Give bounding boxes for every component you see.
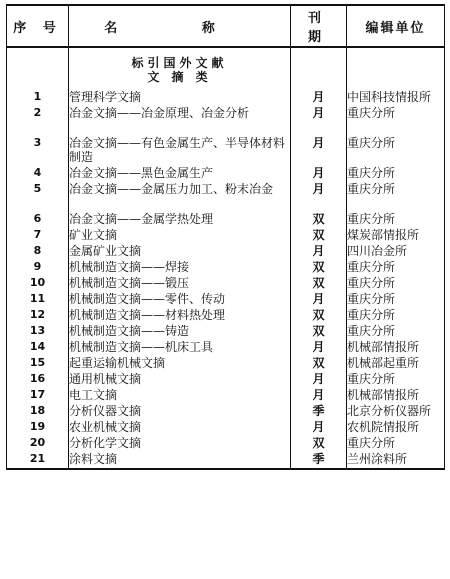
row-number: 19 [7, 420, 69, 436]
header-name: 名 称 [69, 5, 291, 47]
table-row [7, 244, 445, 260]
row-number: 14 [7, 340, 69, 356]
table-row [7, 340, 445, 356]
row-period: 月 [291, 244, 347, 260]
row-period: 月 [291, 388, 347, 404]
row-title: 起重运输机械文摘 [69, 356, 291, 372]
table-row [7, 228, 445, 244]
row-period: 季 [291, 452, 347, 469]
row-title: 涂料文摘 [69, 452, 291, 469]
table-row [7, 166, 445, 182]
row-editor: 重庆分所 [347, 166, 445, 182]
row-number: 10 [7, 276, 69, 292]
row-number: 1 [7, 90, 69, 106]
row-title: 农业机械文摘 [69, 420, 291, 436]
row-number: 20 [7, 436, 69, 452]
row-title: 分析仪器文摘 [69, 404, 291, 420]
row-period: 双 [291, 308, 347, 324]
row-editor: 重庆分所 [347, 308, 445, 324]
table-row [7, 404, 445, 420]
header-editor: 编辑单位 [347, 5, 445, 47]
table-row [7, 436, 445, 452]
row-period: 月 [291, 340, 347, 356]
row-period: 月 [291, 292, 347, 308]
row-editor: 重庆分所 [347, 136, 445, 166]
row-number: 15 [7, 356, 69, 372]
row-editor: 北京分析仪器所 [347, 404, 445, 420]
row-editor: 农机院情报所 [347, 420, 445, 436]
row-period: 月 [291, 90, 347, 106]
row-title: 矿业文摘 [69, 228, 291, 244]
row-period: 月 [291, 106, 347, 136]
row-title: 冶金文摘——金属压力加工、粉末冶金 [69, 182, 291, 212]
table-row [7, 276, 445, 292]
row-period: 月 [291, 182, 347, 212]
row-number: 9 [7, 260, 69, 276]
section-title-row [7, 47, 445, 70]
row-title: 金属矿业文摘 [69, 244, 291, 260]
row-editor: 重庆分所 [347, 292, 445, 308]
row-number: 6 [7, 212, 69, 228]
table-row [7, 324, 445, 340]
row-number: 5 [7, 182, 69, 212]
row-editor: 重庆分所 [347, 212, 445, 228]
row-editor: 煤炭部情报所 [347, 228, 445, 244]
section-title: 标引国外文献 [69, 47, 291, 70]
table-row [7, 452, 445, 469]
table-row [7, 388, 445, 404]
row-number: 16 [7, 372, 69, 388]
table-row [7, 420, 445, 436]
row-period: 月 [291, 420, 347, 436]
row-period: 季 [291, 404, 347, 420]
table-row [7, 292, 445, 308]
row-number: 4 [7, 166, 69, 182]
row-period: 月 [291, 372, 347, 388]
row-title: 机械制造文摘——材料热处理 [69, 308, 291, 324]
row-number: 8 [7, 244, 69, 260]
row-number: 12 [7, 308, 69, 324]
row-title: 机械制造文摘——铸造 [69, 324, 291, 340]
row-title: 电工文摘 [69, 388, 291, 404]
header-number: 序 号 [7, 5, 69, 47]
row-editor: 重庆分所 [347, 260, 445, 276]
row-editor: 中国科技情报所 [347, 90, 445, 106]
row-number: 18 [7, 404, 69, 420]
row-number: 17 [7, 388, 69, 404]
row-period: 双 [291, 260, 347, 276]
table-row [7, 260, 445, 276]
row-number: 3 [7, 136, 69, 166]
table-row [7, 90, 445, 106]
row-number: 21 [7, 452, 69, 469]
row-number: 13 [7, 324, 69, 340]
row-title: 管理科学文摘 [69, 90, 291, 106]
row-title: 通用机械文摘 [69, 372, 291, 388]
row-editor: 兰州涂料所 [347, 452, 445, 469]
row-period: 月 [291, 136, 347, 166]
row-title: 机械制造文摘——焊接 [69, 260, 291, 276]
row-title: 冶金文摘——黑色金属生产 [69, 166, 291, 182]
table-header-row [7, 5, 445, 47]
row-editor: 重庆分所 [347, 182, 445, 212]
periodicals-table [6, 4, 445, 470]
row-period: 双 [291, 228, 347, 244]
row-title: 机械制造文摘——机床工具 [69, 340, 291, 356]
section-subtitle: 文 摘 类 [69, 70, 291, 90]
row-editor: 机械部情报所 [347, 340, 445, 356]
row-number: 11 [7, 292, 69, 308]
section-subtitle-row [7, 70, 445, 90]
row-title: 分析化学文摘 [69, 436, 291, 452]
row-editor: 机械部起重所 [347, 356, 445, 372]
row-title: 机械制造文摘——零件、传动 [69, 292, 291, 308]
table-row [7, 106, 445, 136]
row-title: 冶金文摘——金属学热处理 [69, 212, 291, 228]
row-editor: 四川冶金所 [347, 244, 445, 260]
row-period: 双 [291, 212, 347, 228]
row-title: 机械制造文摘——锻压 [69, 276, 291, 292]
table-row [7, 356, 445, 372]
row-editor: 重庆分所 [347, 106, 445, 136]
table-row [7, 136, 445, 166]
row-period: 双 [291, 324, 347, 340]
row-editor: 重庆分所 [347, 276, 445, 292]
row-period: 双 [291, 436, 347, 452]
row-period: 双 [291, 276, 347, 292]
row-editor: 重庆分所 [347, 436, 445, 452]
row-number: 7 [7, 228, 69, 244]
row-editor: 重庆分所 [347, 324, 445, 340]
table-row [7, 182, 445, 212]
row-period: 月 [291, 166, 347, 182]
row-period: 双 [291, 356, 347, 372]
row-title: 冶金文摘——有色金属生产、半导体材料制造 [69, 136, 291, 166]
table-row [7, 308, 445, 324]
row-editor: 机械部情报所 [347, 388, 445, 404]
table-row [7, 372, 445, 388]
row-number: 2 [7, 106, 69, 136]
row-title: 冶金文摘——冶金原理、冶金分析 [69, 106, 291, 136]
header-period: 刊 期 [291, 5, 347, 47]
table-row [7, 212, 445, 228]
row-editor: 重庆分所 [347, 372, 445, 388]
